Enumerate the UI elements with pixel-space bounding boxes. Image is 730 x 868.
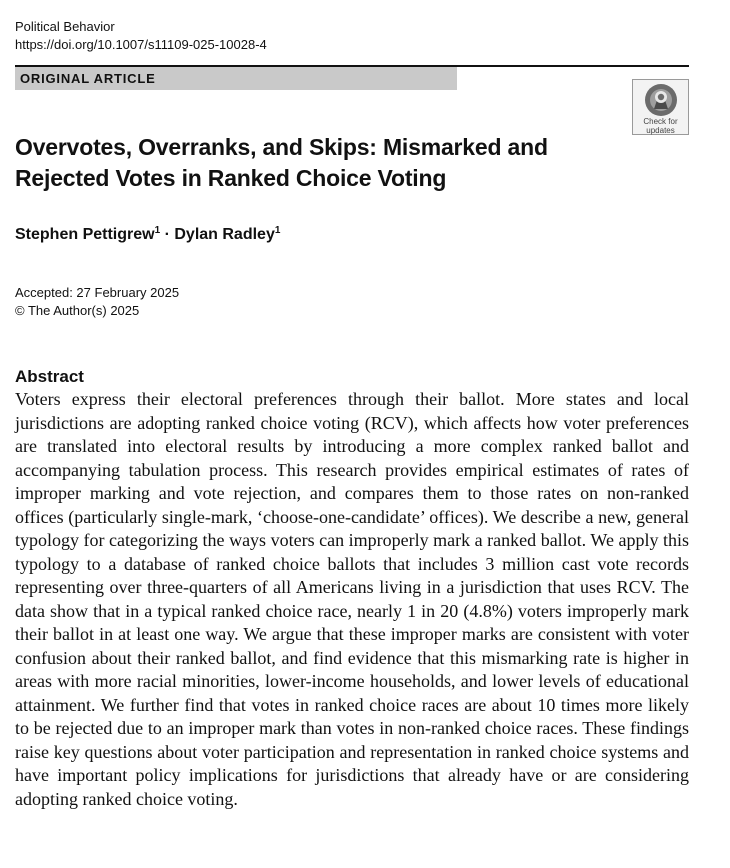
journal-name: Political Behavior — [15, 19, 115, 34]
badge-line-2: updates — [646, 126, 675, 135]
copyright-notice: © The Author(s) 2025 — [15, 303, 140, 318]
section-label: ORIGINAL ARTICLE — [15, 67, 457, 90]
abstract-body: Voters express their electoral preferences through their ballot. More states and local jurisdictions are adopting ranked choice voting (RCV), which affects how voter preferences are translated into electoral results by introducing a more complex ranked ballot and accompanying tabulation process. This research provides empirical estimates of rates of improper marking and vote rejection, and compares them to those rates on non-ranked offices (particularly single-mark, ‘choose-one-candidate’ offices). We describe a new, general typology for categorizing the ways voters can improperly mark a ranked ballot. We apply this typology to a database of ranked choice ballots that includes 3 million cast vote records representing over three-quarters of all Americans living in a jurisdiction that uses RCV. The data show that in a typical ranked choice race, nearly 1 in 20 (4.8%) voters improperly mark their ballot in at least one way. We argue that these improper marks are consistent with voter confusion about their ranked ballot, and find evidence that this mismarking rate is higher in areas with more racial minorities, lower-income households, and lower levels of educational attainment. We further find that votes in ranked choice races are about 10 times more likely to be rejected due to an improper mark than votes in non-ranked choice races. These findings raise key questions about voter participation and representation in ranked choice systems and have important policy implications for jurisdictions that already have or are considering adopting ranked choice voting. — [15, 389, 689, 809]
badge-line-1: Check for — [643, 117, 678, 126]
accepted-date: Accepted: 27 February 2025 — [15, 285, 180, 300]
article-title: Overvotes, Overranks, and Skips: Mismarked and Rejected Votes in Ranked Choice Voting — [15, 134, 548, 191]
affiliation-mark: 1 — [274, 225, 281, 236]
author-list — [15, 224, 280, 246]
author-name[interactable]: Dylan Radley — [174, 226, 275, 243]
abstract-heading: Abstract — [15, 367, 84, 386]
check-updates-icon — [644, 83, 678, 117]
author-separator: · — [160, 226, 175, 243]
author-name[interactable]: Stephen Pettigrew — [15, 226, 155, 243]
check-for-updates-badge[interactable] — [632, 79, 689, 135]
doi-link[interactable]: https://doi.org/10.1007/s11109-025-10028-4 — [15, 37, 267, 52]
affiliation-mark: 1 — [154, 225, 161, 236]
